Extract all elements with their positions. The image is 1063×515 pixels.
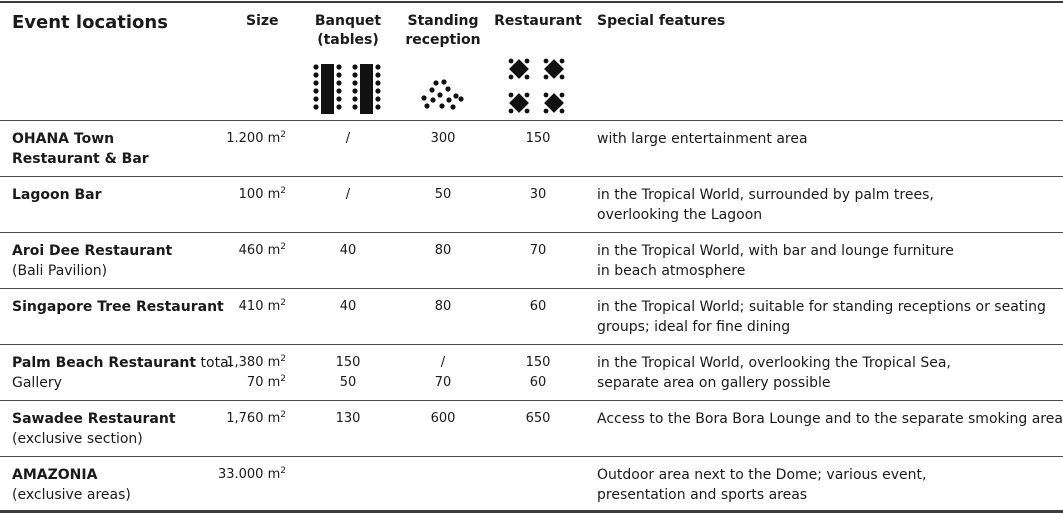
row-divider (0, 344, 1063, 345)
size-unit-sup: 2 (280, 410, 286, 420)
features-text (597, 129, 808, 149)
features-line2: overlooking the Lagoon (597, 207, 763, 223)
size-value (200, 241, 286, 261)
size-unit-sup: 2 (280, 186, 286, 196)
features-line1: Outdoor area next to the Dome; various event, (597, 467, 927, 483)
features-text (597, 409, 1063, 429)
location-name-line1: Sawadee Restaurant (12, 411, 176, 427)
banquet-value: 40 (339, 243, 357, 258)
features-line1: in the Tropical World, with bar and lounge furniture (597, 243, 954, 259)
features-line2: groups; ideal for fine dining (597, 319, 791, 335)
features-line2: presentation and sports areas (597, 487, 808, 503)
location-name-sub: (exclusive areas) (12, 487, 131, 503)
features-line1: in the Tropical World, overlooking the Tropical Sea, (597, 355, 951, 371)
location-name-line1: OHANA Town (12, 131, 115, 147)
size-value (200, 297, 286, 317)
size-value (200, 353, 286, 393)
location-name (12, 129, 149, 169)
features-line2: separate area on gallery possible (597, 375, 831, 391)
banquet-value: / (345, 187, 351, 202)
col-header-banquet-line1: Banquet (314, 13, 382, 29)
location-name-line1: AMAZONIA (12, 467, 98, 483)
features-line1: Access to the Bora Bora Lounge and to the separate smoking area (597, 411, 1063, 427)
standing-value-1: / (440, 355, 446, 370)
banquet-tables-icon (312, 62, 386, 116)
size-unit-sup: 2 (280, 466, 286, 476)
location-name (12, 465, 131, 505)
features-text (597, 465, 926, 505)
row-divider (0, 288, 1063, 289)
banquet-value: / (345, 131, 351, 146)
location-name-line1: Aroi Dee Restaurant (12, 243, 173, 259)
location-name-sub: (Bali Pavilion) (12, 263, 108, 279)
standing-value (400, 353, 486, 393)
col-header-standing-line2: reception (405, 32, 481, 48)
banquet-value-1: 150 (335, 355, 361, 370)
features-line1: in the Tropical World, surrounded by palm trees, (597, 187, 934, 203)
col-header-standing (400, 12, 486, 50)
features-text (597, 353, 951, 393)
table-title: Event locations (12, 12, 168, 33)
col-header-banquet (305, 12, 391, 50)
size-value (200, 129, 286, 149)
size-unit-sup: 2 (280, 374, 286, 384)
banquet-value: 130 (335, 411, 361, 426)
size-value (200, 465, 286, 485)
col-header-restaurant: Restaurant (494, 13, 582, 29)
features-line2: in beach atmosphere (597, 263, 746, 279)
location-name: Lagoon Bar (12, 187, 102, 203)
size-number: 1,380 m (226, 355, 281, 370)
size-value (200, 185, 286, 205)
location-name-tail: total (196, 355, 233, 371)
features-text (597, 241, 954, 281)
size-unit-sup: 2 (280, 298, 286, 308)
size-number: 100 m (238, 187, 281, 202)
size-number-2: 70 m (246, 375, 281, 390)
bottom-rule (0, 510, 1063, 513)
size-number: 1.200 m (226, 131, 281, 146)
size-number: 460 m (238, 243, 281, 258)
size-unit-sup: 2 (280, 354, 286, 364)
location-name (12, 241, 172, 281)
row-divider (0, 456, 1063, 457)
banquet-value (305, 353, 391, 393)
standing-reception-icon (420, 78, 466, 112)
restaurant-value: 650 (525, 411, 551, 426)
features-text (597, 297, 1046, 337)
size-number: 33.000 m (217, 467, 281, 482)
row-divider (0, 232, 1063, 233)
size-unit-sup: 2 (280, 242, 286, 252)
row-divider (0, 176, 1063, 177)
col-header-banquet-line2: (tables) (317, 32, 379, 48)
standing-value-2: 70 (434, 375, 452, 390)
standing-value: 80 (434, 299, 452, 314)
features-line1: with large entertainment area (597, 131, 808, 147)
features-text (597, 185, 934, 225)
location-name-bold: Palm Beach Restaurant (12, 355, 197, 371)
row-divider (0, 400, 1063, 401)
col-header-features: Special features (597, 13, 726, 29)
features-line1: in the Tropical World; suitable for standing receptions or seating (597, 299, 1046, 315)
location-name-line2: Restaurant & Bar (12, 151, 149, 167)
restaurant-value: 70 (529, 243, 547, 258)
size-value (200, 409, 286, 429)
row-divider (0, 120, 1063, 121)
size-number: 1,760 m (226, 411, 281, 426)
restaurant-tables-icon (507, 57, 569, 117)
location-name (12, 409, 176, 449)
restaurant-value: 150 (525, 131, 551, 146)
restaurant-value-1: 150 (525, 355, 551, 370)
banquet-value-2: 50 (339, 375, 357, 390)
top-rule (0, 1, 1063, 3)
restaurant-value (490, 353, 586, 393)
restaurant-value-2: 60 (529, 375, 547, 390)
restaurant-value: 30 (529, 187, 547, 202)
standing-value: 600 (430, 411, 456, 426)
location-name-sub: (exclusive section) (12, 431, 143, 447)
banquet-value: 40 (339, 299, 357, 314)
size-unit-sup: 2 (280, 130, 286, 140)
standing-value: 80 (434, 243, 452, 258)
col-header-standing-line1: Standing (407, 13, 479, 29)
location-name: Singapore Tree Restaurant (12, 299, 224, 315)
col-header-size: Size (246, 13, 279, 29)
standing-value: 50 (434, 187, 452, 202)
restaurant-value: 60 (529, 299, 547, 314)
standing-value: 300 (430, 131, 456, 146)
location-name-sub: Gallery (12, 375, 62, 391)
size-number: 410 m (238, 299, 281, 314)
